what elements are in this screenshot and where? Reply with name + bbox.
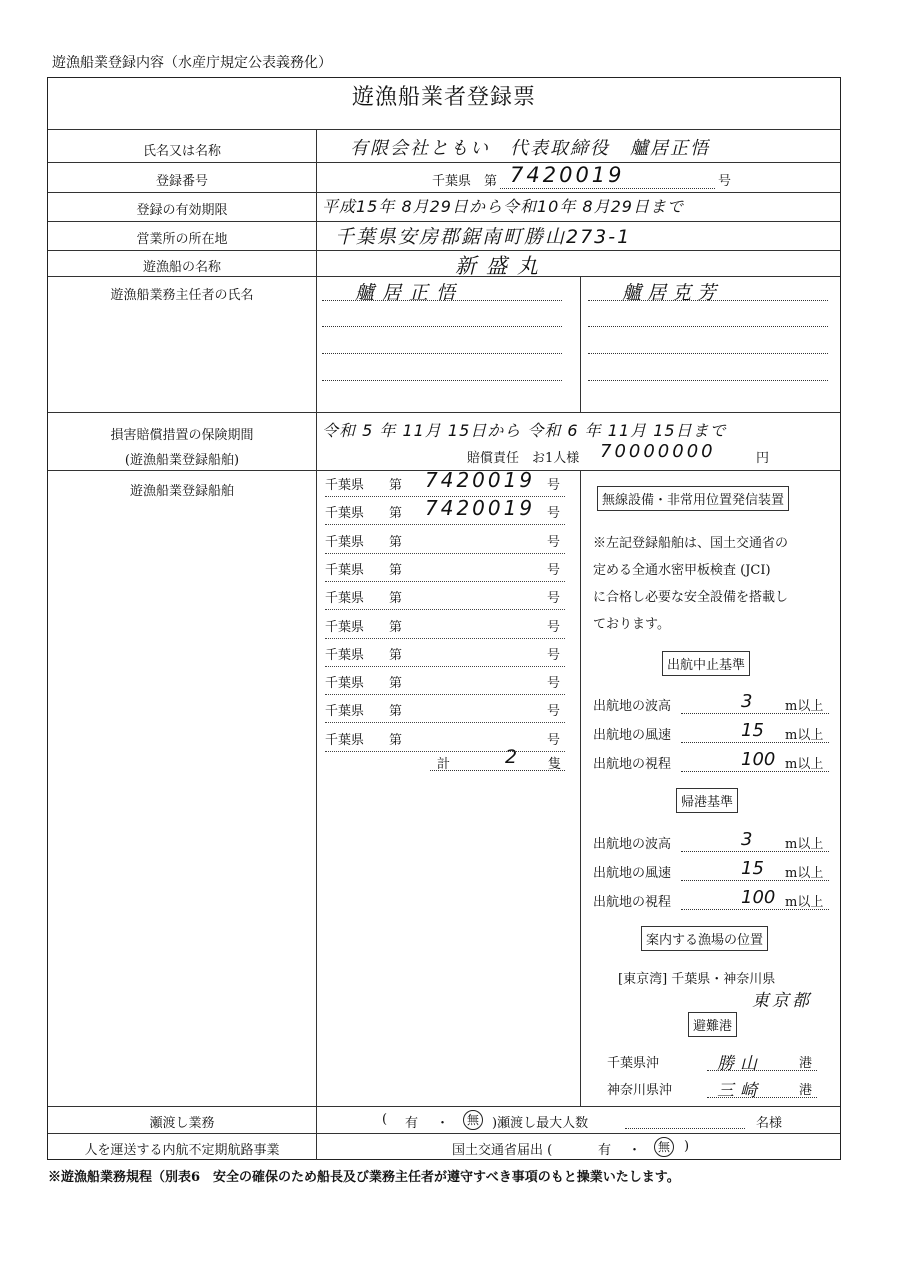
ship-go: 号 xyxy=(547,506,561,522)
ship-pref: 千葉県 xyxy=(325,591,365,607)
ship-pref: 千葉県 xyxy=(325,506,365,522)
ships-label: 遊漁船業登録船舶 xyxy=(129,484,234,499)
criteria-unit: m以上 xyxy=(785,728,824,743)
ship-row xyxy=(325,614,565,639)
fishing-title: 案内する漁場の位置 xyxy=(641,926,768,951)
refuge-row xyxy=(607,1052,843,1074)
ship-no: 7420019 xyxy=(425,496,536,521)
watashi-no-circle xyxy=(463,1110,483,1130)
ships-total-count: 2 xyxy=(505,746,521,768)
refuge-port: 勝山 xyxy=(717,1054,763,1074)
watashi-text: )瀬渡し最大人数 xyxy=(492,1116,589,1131)
insurance-label: 損害賠償措置の保険期間 xyxy=(110,428,254,443)
naikou-close: ) xyxy=(684,1139,690,1154)
watashi-yes: 有 xyxy=(405,1116,419,1131)
departure-title: 出航中止基準 xyxy=(662,651,750,676)
naikou-no-circle xyxy=(654,1137,674,1157)
ship-row xyxy=(325,529,565,554)
criteria-unit: m以上 xyxy=(785,757,824,772)
chief-1: 艫居正悟 xyxy=(355,282,464,304)
regno-label: 登録番号 xyxy=(155,174,208,189)
criteria-value: 3 xyxy=(741,829,753,850)
name-label: 氏名又は名称 xyxy=(142,144,221,159)
refuge-suffix: 港 xyxy=(799,1083,813,1098)
insurance-sublabel: (遊漁船業登録船舶) xyxy=(124,453,240,468)
criteria-row xyxy=(593,691,829,717)
refuge-label: 千葉県沖 xyxy=(607,1056,660,1071)
ship-go: 号 xyxy=(547,732,561,748)
watashi-unit: 名様 xyxy=(756,1116,783,1131)
regno-suffix: 号 xyxy=(718,174,732,189)
ship-dai: 第 xyxy=(389,478,403,493)
boat-value: 新盛丸 xyxy=(455,254,548,278)
watashi-label: 瀬渡し業務 xyxy=(149,1116,215,1131)
criteria-row xyxy=(593,749,829,775)
ship-dai: 第 xyxy=(389,619,403,635)
naikou-no: 無 xyxy=(654,1137,674,1157)
naikou-label: 人を運送する内航不定期航路事業 xyxy=(84,1143,280,1158)
jci-line-2: 定める全通水密甲板検査 (JCI) xyxy=(593,563,771,578)
ship-row xyxy=(325,670,565,695)
criteria-value: 100 xyxy=(741,749,776,770)
criteria-row xyxy=(593,858,829,884)
liability-unit: 円 xyxy=(756,451,770,466)
ship-dai: 第 xyxy=(389,506,403,522)
return-title: 帰港基準 xyxy=(676,788,738,813)
criteria-row xyxy=(593,829,829,855)
name-value: 有限会社ともい 代表取締役 艫居正悟 xyxy=(350,138,710,159)
ship-dai: 第 xyxy=(389,562,403,578)
naikou-yes: 有 xyxy=(598,1143,612,1158)
ship-no: 7420019 xyxy=(425,468,536,492)
boat-label: 遊漁船の名称 xyxy=(142,260,221,275)
watashi-dot: ・ xyxy=(436,1116,450,1131)
ship-row xyxy=(325,496,565,525)
watashi-open: ( xyxy=(382,1112,388,1127)
ship-pref: 千葉県 xyxy=(325,704,365,720)
regno-pref: 千葉県 第 xyxy=(432,174,498,189)
ship-go: 号 xyxy=(547,534,561,550)
refuge-label: 神奈川県沖 xyxy=(607,1083,673,1098)
criteria-unit: m以上 xyxy=(785,699,824,714)
ship-pref: 千葉県 xyxy=(325,534,365,550)
ship-go: 号 xyxy=(547,591,561,607)
document-header: 遊漁船業登録内容（水産庁規定公表義務化） xyxy=(52,55,332,71)
ships-total-unit: 隻 xyxy=(548,757,562,772)
ship-pref: 千葉県 xyxy=(325,676,365,692)
naikou-dot: ・ xyxy=(628,1143,642,1158)
ship-go: 号 xyxy=(547,676,561,692)
criteria-value: 15 xyxy=(741,858,764,879)
ship-pref: 千葉県 xyxy=(325,478,365,493)
office-value: 千葉県安房郡鋸南町勝山273-1 xyxy=(335,226,632,248)
refuge-title: 避難港 xyxy=(688,1012,737,1037)
period-label: 登録の有効期限 xyxy=(136,203,228,218)
jci-line-4: ております。 xyxy=(593,617,670,632)
jci-line-3: に合格し必要な安全設備を搭載し xyxy=(593,590,789,605)
ship-dai: 第 xyxy=(389,676,403,692)
criteria-unit: m以上 xyxy=(785,895,824,910)
regno-value: 7420019 xyxy=(510,163,625,187)
ship-row xyxy=(325,585,565,610)
criteria-unit: m以上 xyxy=(785,866,824,881)
ship-dai: 第 xyxy=(389,704,403,720)
criteria-unit: m以上 xyxy=(785,837,824,852)
ship-dai: 第 xyxy=(389,534,403,550)
ship-row xyxy=(325,698,565,723)
criteria-label: 出航地の視程 xyxy=(593,895,672,910)
chief-2: 艫居克芳 xyxy=(622,282,723,304)
jci-line-1: ※左記登録船舶は、国土交通省の xyxy=(593,536,789,551)
criteria-label: 出航地の波高 xyxy=(593,837,672,852)
ship-pref: 千葉県 xyxy=(325,647,365,663)
period-value: 平成15年 8月29日から令和10年 8月29日まで xyxy=(322,197,684,216)
criteria-value: 15 xyxy=(741,720,764,741)
ship-dai: 第 xyxy=(389,591,403,607)
ship-go: 号 xyxy=(547,704,561,720)
criteria-label: 出航地の視程 xyxy=(593,757,672,772)
insurance-period: 令和 5 年 11月 15日から 令和 6 年 11月 15日まで xyxy=(322,421,727,440)
footer-note: ※遊漁船業務規程（別表6 安全の確保のため船長及び業務主任者が遵守すべき事項のもと操業いたします。 xyxy=(48,1170,680,1185)
fishing-area: [東京湾] 千葉県・神奈川県 xyxy=(618,972,776,987)
ship-pref: 千葉県 xyxy=(325,732,365,748)
ship-pref: 千葉県 xyxy=(325,562,365,578)
criteria-label: 出航地の風速 xyxy=(593,866,672,881)
ship-dai: 第 xyxy=(389,647,403,663)
criteria-row xyxy=(593,720,829,746)
naikou-text: 国土交通省届出 ( xyxy=(452,1143,553,1158)
ship-row xyxy=(325,727,565,752)
refuge-port: 三崎 xyxy=(717,1081,763,1101)
liability-amount: 70000000 xyxy=(600,441,716,462)
ship-go: 号 xyxy=(547,647,561,663)
fishing-extra: 東京都 xyxy=(752,991,812,1011)
liability-text: 賠償責任 お1人様 xyxy=(467,451,580,466)
criteria-row xyxy=(593,887,829,913)
ship-go: 号 xyxy=(547,478,561,493)
office-label: 営業所の所在地 xyxy=(136,232,228,247)
ship-row xyxy=(325,468,565,497)
ship-go: 号 xyxy=(547,619,561,635)
criteria-label: 出航地の風速 xyxy=(593,728,672,743)
ship-row xyxy=(325,642,565,667)
criteria-label: 出航地の波高 xyxy=(593,699,672,714)
criteria-value: 100 xyxy=(741,887,776,908)
radio-equipment-title: 無線設備・非常用位置発信装置 xyxy=(597,486,789,511)
chief-label: 遊漁船業務主任者の氏名 xyxy=(110,288,254,303)
refuge-suffix: 港 xyxy=(799,1056,813,1071)
ship-go: 号 xyxy=(547,562,561,578)
criteria-value: 3 xyxy=(741,691,753,712)
ship-pref: 千葉県 xyxy=(325,619,365,635)
watashi-no: 無 xyxy=(463,1110,483,1130)
ships-total-label: 計 xyxy=(437,757,451,772)
refuge-row xyxy=(607,1079,843,1101)
ship-row xyxy=(325,557,565,582)
form-title: 遊漁船業者登録票 xyxy=(351,85,536,110)
ship-dai: 第 xyxy=(389,732,403,748)
